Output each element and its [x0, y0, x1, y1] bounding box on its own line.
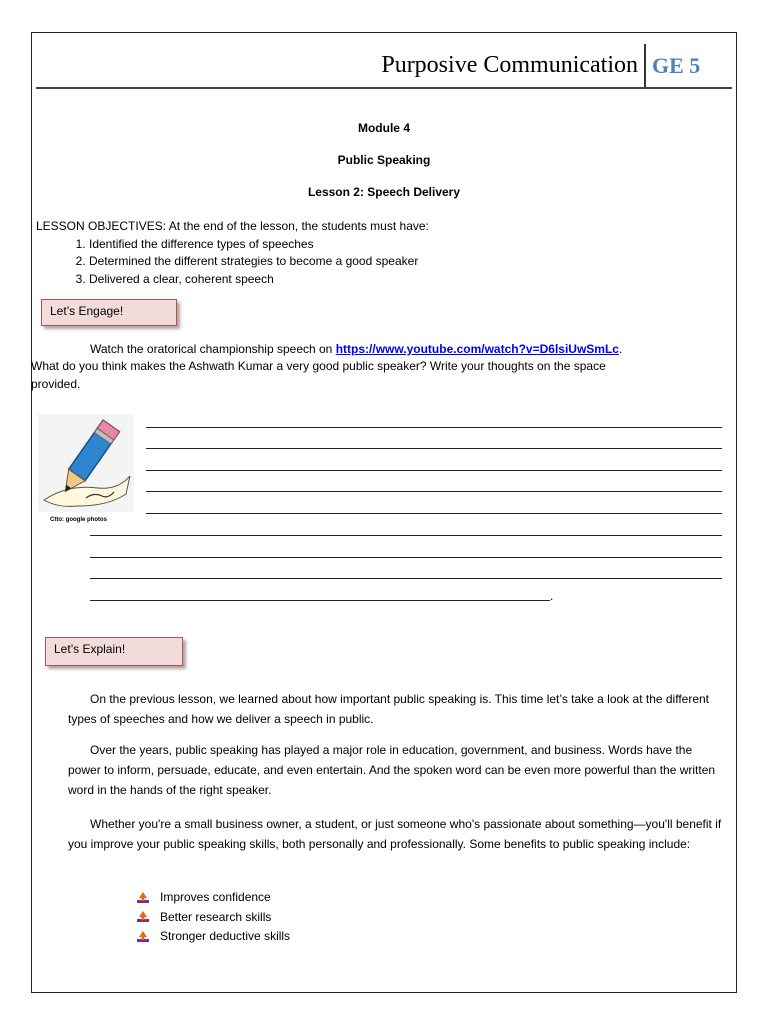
objective-item: 2. Determined the different strategies to become a good speaker: [89, 253, 429, 271]
answer-line[interactable]: [146, 427, 722, 428]
video-link[interactable]: https://www.youtube.com/watch?v=D6lsiUwSmLc: [335, 342, 619, 356]
answer-line[interactable]: [90, 535, 722, 536]
list-item: [136, 888, 290, 908]
course-title: Purposive Communication: [381, 52, 638, 78]
answer-line[interactable]: [90, 557, 722, 558]
explain-paragraph: Whether you're a small business owner, a student, or just someone who's passionate about something—you'll benefit if you improve your public speaking skills, both personally and professionally. Some benefits to public speaking include:: [68, 817, 722, 851]
engage-question-line1: What do you think makes the Ashwath Kumar a very good public speaker? Write your thoughts on the space: [31, 359, 606, 373]
benefit-text: Better research skills: [160, 909, 272, 924]
module-title: Module 4: [357, 121, 410, 135]
engage-heading: Let’s Engage!: [41, 299, 177, 326]
answer-line[interactable]: [90, 578, 722, 579]
benefits-list: [136, 888, 290, 947]
list-item: [136, 927, 290, 947]
answer-line[interactable]: [146, 513, 722, 514]
answer-line[interactable]: [146, 448, 722, 449]
answer-line[interactable]: [146, 470, 722, 471]
objectives-intro: LESSON OBJECTIVES: At the end of the lesson, the students must have:: [36, 219, 429, 233]
header-divider: [644, 44, 646, 88]
objective-item: 3. Delivered a clear, coherent speech: [89, 271, 429, 289]
lesson-objectives: [36, 218, 429, 288]
header-rule: [36, 87, 732, 89]
benefit-text: Improves confidence: [160, 890, 271, 904]
answer-end-period: .: [550, 589, 554, 603]
course-code: GE 5: [652, 53, 701, 78]
engage-question-line2: provided.: [31, 377, 81, 391]
arrow-bullet-icon: [136, 930, 150, 944]
explain-paragraph: Over the years, public speaking has played a major role in education, government, and business. Words have the power to inform, persuade, educate, and even entertain. And the spoken word can be even more powerful than the written word in the hands of the right speaker.: [68, 743, 716, 797]
topic-title: Public Speaking: [337, 153, 431, 167]
explain-paragraph: On the previous lesson, we learned about how important public speaking is. This time let’s take a look at the different types of speeches and how we deliver a speech in public.: [68, 692, 710, 726]
answer-line[interactable]: [90, 600, 550, 601]
arrow-bullet-icon: [136, 891, 150, 905]
explain-heading: Let’s Explain!: [45, 637, 183, 666]
arrow-bullet-icon: [136, 910, 150, 924]
benefit-text: Stronger deductive skills: [160, 929, 291, 943]
lesson-title: Lesson 2: Speech Delivery: [307, 185, 461, 199]
engage-prompt-end: .: [618, 342, 623, 356]
engage-prompt-text: Watch the oratorical championship speech on: [90, 342, 336, 356]
answer-line[interactable]: [146, 491, 722, 492]
engage-prompt: [90, 341, 622, 358]
list-item: [136, 908, 290, 928]
pencil-writing-image: [38, 414, 134, 512]
objective-item: 1. Identified the difference types of speeches: [89, 236, 429, 254]
objectives-list: [36, 236, 429, 289]
image-caption: Ctto: google photos: [50, 517, 107, 523]
